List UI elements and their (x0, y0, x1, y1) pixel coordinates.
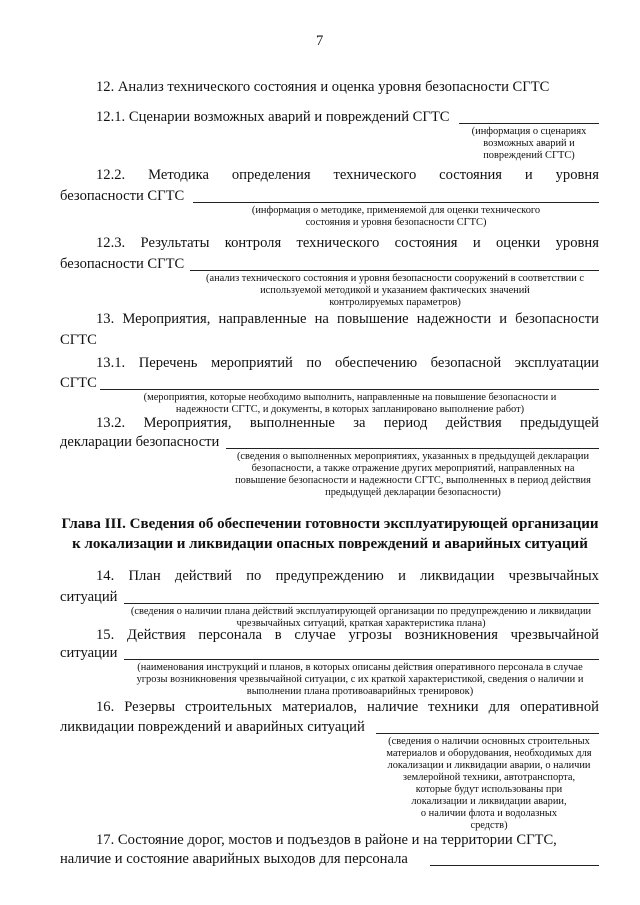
section-17-line2: наличие и состояние аварийных выходов для персонала (60, 851, 408, 867)
section-12-3-fill-line (190, 270, 599, 271)
section-16-note: (сведения о наличии основных строительных материалов и оборудования, необходимых для локализации и ликвидации аварии, о наличии землеройной техники, автотранспорта, которые будут использованы при локализации и ликвидации аварии, о наличии флота и водолазных средств) (386, 736, 592, 831)
section-13-1-line1: 13.1. Перечень мероприятий по обеспечению безопасной эксплуатации (96, 355, 599, 371)
section-13-2-line2: декларации безопасности (60, 434, 220, 450)
section-12-1-note: (информация о сценариях возможных аварий и повреждений СГТС) (471, 126, 587, 161)
section-12-2-line1: 12.2. Методика определения технического состояния и уровня (96, 167, 599, 183)
section-12-2-note: (информация о методике, применяемой для оценки технического состояния и уровня безопасности СГТС) (251, 205, 541, 228)
section-17-line1: 17. Состояние дорог, мостов и подъездов в районе и на территории СГТС, (96, 832, 557, 848)
section-15-note: (наименования инструкций и планов, в которых описаны действия оперативного персонала в случае угрозы возникновения чрезвычайной ситуации, с их краткой характеристикой, сведения о наличии и выполнении плана противоаварийных тренировок) (136, 662, 584, 697)
chapter-3-heading-line1: Глава III. Сведения об обеспечении готовности эксплуатирующей организации (61, 516, 599, 532)
section-13-2-note: (сведения о выполненных мероприятиях, указанных в предыдущей декларации безопасности, а также отражение других мероприятий, направленных на повышение безопасности и надежности СГТС, выполненных в период действия предыдущей декларации безопасности) (235, 451, 591, 498)
section-14-fill-line (124, 603, 599, 604)
section-15-line1: 15. Действия персонала в случае угрозы возникновения чрезвычайной (96, 627, 599, 643)
section-16-line2: ликвидации повреждений и аварийных ситуаций (60, 719, 365, 735)
section-14-line1: 14. План действий по предупреждению и ликвидации чрезвычайных (96, 568, 599, 584)
section-12-title: 12. Анализ технического состояния и оценка уровня безопасности СГТС (96, 79, 550, 95)
section-16-line1: 16. Резервы строительных материалов, наличие техники для оперативной (96, 699, 599, 715)
section-15-fill-line (124, 659, 599, 660)
section-12-1-label: 12.1. Сценарии возможных аварий и повреждений СГТС (96, 109, 450, 125)
section-13-line1: 13. Мероприятия, направленные на повышение надежности и безопасности (96, 311, 599, 327)
section-14-line2: ситуаций (60, 589, 118, 605)
page-number: 7 (316, 33, 324, 49)
section-13-1-fill-line (100, 389, 599, 390)
section-13-2-line1: 13.2. Мероприятия, выполненные за период действия предыдущей (96, 415, 599, 431)
section-12-1-fill-line (459, 123, 599, 124)
section-12-2-fill-line (193, 202, 599, 203)
section-13-1-line2: СГТС (60, 375, 97, 391)
section-13-2-fill-line (226, 448, 599, 449)
section-13-line2: СГТС (60, 332, 97, 348)
section-17-fill-line (430, 865, 599, 866)
section-16-fill-line (376, 733, 599, 734)
section-14-note: (сведения о наличии плана действий эксплуатирующей организации по предупреждению и ликвидации чрезвычайных ситуаций, краткая характеристика плана) (130, 606, 592, 629)
section-12-3-line2: безопасности СГТС (60, 256, 185, 272)
section-13-1-note: (мероприятия, которые необходимо выполнить, направленные на повышение безопасности и надежности СГТС, и документы, в которых запланировано выполнение работ) (143, 392, 557, 415)
section-12-2-line2: безопасности СГТС (60, 188, 185, 204)
section-12-3-note: (анализ технического состояния и уровня безопасности сооружений в соответствии с используемой методикой и указанием фактических значений контролируемых параметров) (206, 273, 584, 308)
chapter-3-heading-line2: к локализации и ликвидации опасных повреждений и аварийных ситуаций (72, 536, 588, 552)
section-15-line2: ситуации (60, 645, 118, 661)
section-12-3-line1: 12.3. Результаты контроля технического состояния и оценки уровня (96, 235, 599, 251)
